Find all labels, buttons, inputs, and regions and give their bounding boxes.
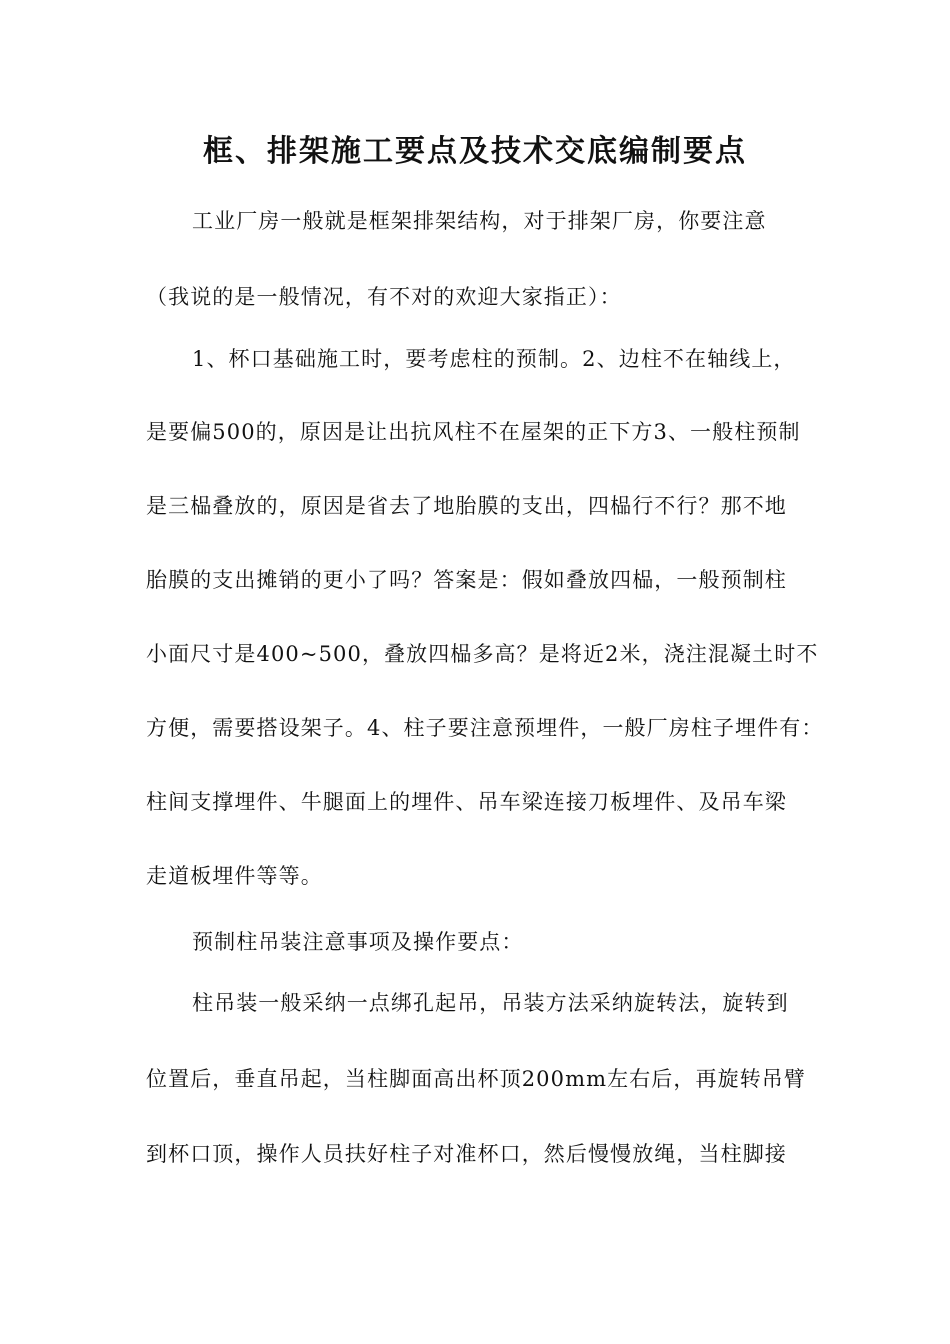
text-line: 小面尺寸是400~500，叠放四榀多高？是将近2米，浇注混凝土时不 (146, 642, 819, 666)
text-line: 是要偏500的，原因是让出抗风柱不在屋架的正下方3、一般柱预制 (146, 420, 801, 444)
text-line: （我说的是一般情况，有不对的欢迎大家指正）： (146, 285, 622, 309)
text-line: 方便，需要搭设架子。4、柱子要注意预埋件，一般厂房柱子埋件有： (146, 716, 824, 740)
text-line: 柱间支撑埋件、牛腿面上的埋件、吊车梁连接刀板埋件、及吊车梁 (146, 790, 787, 814)
text-line: 是三榀叠放的，原因是省去了地胎膜的支出，四榀行不行？那不地 (146, 494, 787, 518)
text-line: 到杯口顶，操作人员扶好柱子对准杯口，然后慢慢放绳，当柱脚接 (146, 1142, 787, 1166)
text-line: 柱吊装一般采纳一点绑孔起吊，吊装方法采纳旋转法，旋转到 (192, 991, 789, 1015)
text-line: 1、杯口基础施工时，要考虑柱的预制。2、边柱不在轴线上， (192, 347, 796, 371)
text-line: 位置后，垂直吊起，当柱脚面高出杯顶200mm左右后，再旋转吊臂 (146, 1067, 807, 1091)
text-line: 走道板埋件等等。 (146, 864, 323, 888)
document-title: 框、排架施工要点及技术交底编制要点 (203, 134, 747, 169)
text-line: 工业厂房一般就是框架排架结构，对于排架厂房，你要注意 (192, 209, 767, 233)
section-heading: 预制柱吊装注意事项及操作要点： (192, 930, 524, 954)
text-line: 胎膜的支出摊销的更小了吗？答案是：假如叠放四榀，一般预制柱 (146, 568, 787, 592)
